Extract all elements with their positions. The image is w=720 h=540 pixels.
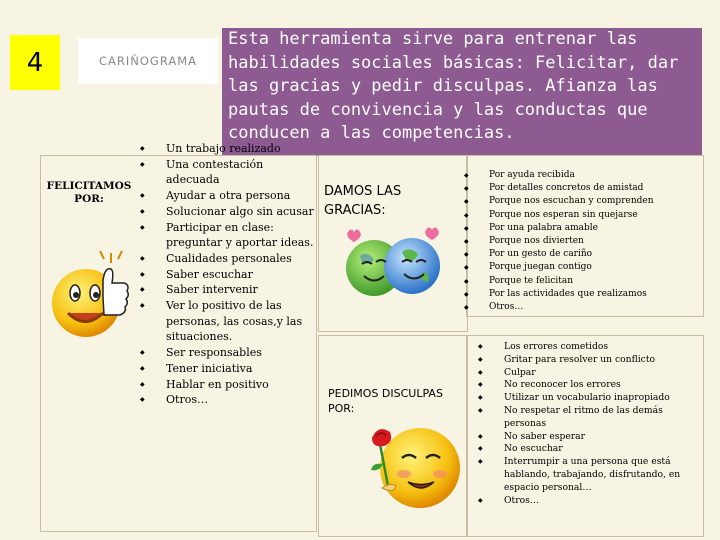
list-item: ◆ Gritar para resolver un conflicto [476,354,704,367]
gracias-heading: DAMOS LAS GRACIAS: [324,184,402,218]
list-item: ◆ Por ayuda recibida [462,169,702,182]
list-item: ◆ Saber intervenir [138,282,316,298]
carinograma-label [78,38,218,84]
list-item: ◆ No saber esperar [476,431,704,444]
list-item: ◆ Ayudar a otra persona [138,188,316,204]
list-item: ◆ Los errores cometidos [476,341,704,354]
slide-number-badge [10,35,60,90]
description-text: Esta herramienta sirve para entrenar las habilidades sociales básicas: Felicitar, dar las gracias y pedir disculpas. Afianza las pautas de convivencia y las conductas que conducen a las competencias. [228,29,679,143]
carinograma-title: CARIÑOGRAMA [98,54,198,68]
list-item: ◆ Por las actividades que realizamos [462,288,702,301]
list-item: ◆ Otros… [476,495,704,508]
list-item: ◆ Tener iniciativa [138,361,316,377]
list-item: ◆ Saber escuchar [138,267,316,283]
list-item: ◆ Otros… [138,392,316,408]
thumbs-up-smiley-icon [48,245,133,350]
list-item: ◆ Ser responsables [138,345,316,361]
slide-number: 4 [26,47,44,78]
list-item: ◆ Porque nos divierten [462,235,702,248]
list-item: ◆ No escuchar [476,443,704,456]
list-item: ◆ Ver lo positivo de las personas, las cosas,y las situaciones. [138,298,316,345]
list-item: ◆ Hablar en positivo [138,377,316,393]
list-item: ◆ Un trabajo realizado [138,141,316,157]
list-item: ◆ No reconocer los errores [476,379,704,392]
list-item: ◆ Otros… [462,301,702,314]
gracias-list [462,169,702,314]
list-item: ◆ Una contestación adecuada [138,157,316,188]
list-item: ◆ Utilizar un vocabulario inapropiado [476,392,704,405]
list-item: ◆ Por detalles concretos de amistad [462,182,702,195]
list-item: ◆ No respetar el ritmo de las demás personas [476,405,704,431]
list-item: ◆ Porque nos escuchan y comprenden [462,195,702,208]
list-item: ◆ Interrumpir a una persona que está hablando, trabajando, disfrutando, en espacio personal… [476,456,704,494]
list-item: ◆ Participar en clase: preguntar y aportar ideas. [138,220,316,251]
list-item: ◆ Porque nos esperan sin quejarse [462,209,702,222]
list-item: ◆ Porque te felicitan [462,275,702,288]
felicitamos-heading: FELICITAMOS POR: [46,180,132,205]
list-item: ◆ Porque juegan contigo [462,261,702,274]
list-item: ◆ Culpar [476,367,704,380]
felicitamos-list [138,141,316,408]
list-item: ◆ Solucionar algo sin acusar [138,204,316,220]
disculpas-heading: PEDIMOS DISCULPAS POR: [328,387,443,415]
hugging-earth-smileys-icon [340,222,450,300]
list-item: ◆ Por una palabra amable [462,222,702,235]
disculpas-list [476,341,704,507]
list-item: ◆ Por un gesto de cariño [462,248,702,261]
list-item: ◆ Cualidades personales [138,251,316,267]
description-box [222,28,702,156]
smiley-with-rose-icon [358,414,466,514]
